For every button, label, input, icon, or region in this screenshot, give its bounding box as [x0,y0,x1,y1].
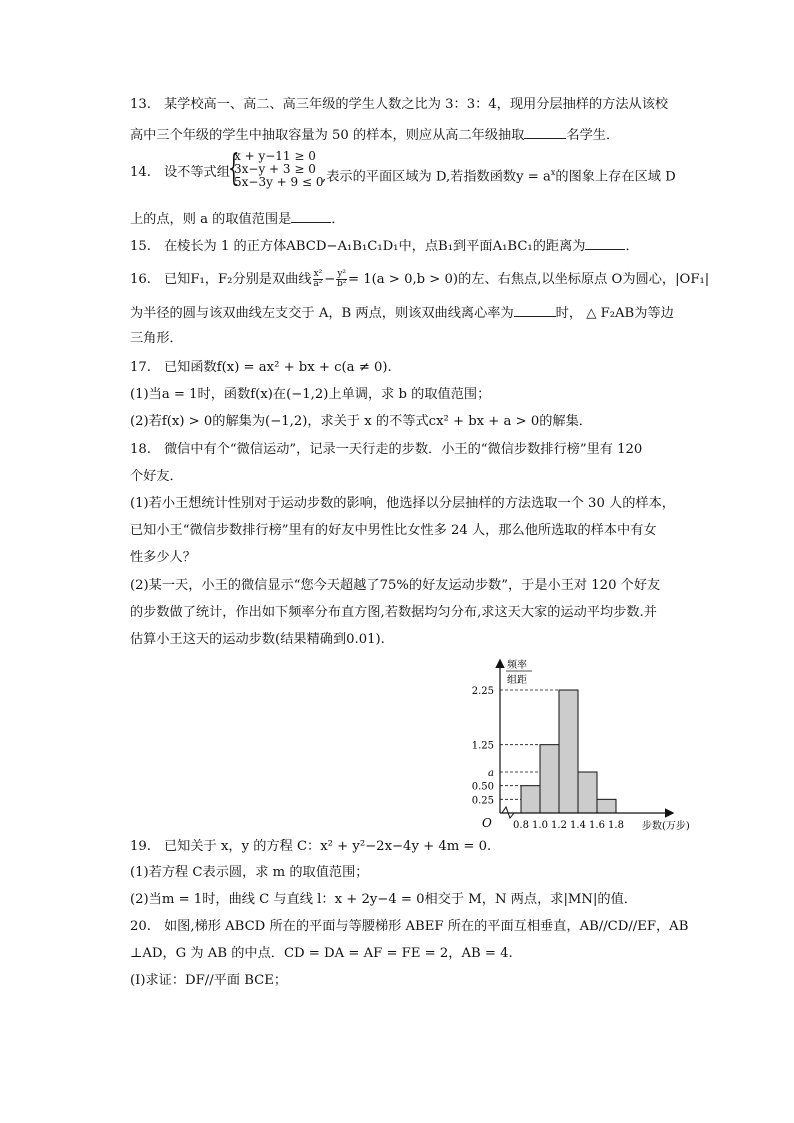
q14-brace: { [228,148,240,189]
y-label-top: 频率 [507,660,527,671]
q18-p1-text-2: 已知小王“微信步数排行榜”里有的好友中男性比女性多 24 人，那么他所选取的样本中有女 [130,523,657,538]
y-tick-label: 0.25 [471,795,494,807]
q14-line2 [130,209,345,229]
q18-p2-text-2: 的步数做了统计，作出如下频率分布直方图,若数据均匀分布,求这天大家的运动平均步数.并 [130,605,657,620]
x-tick-label: 1.2 [551,820,567,831]
q18-p1-text-3: 性多少人？ [130,550,196,565]
q19-part1 [130,864,368,882]
q18-p2-l2 [130,604,657,622]
q20-part1-text: (Ⅰ)求证：DF//平面 BCE； [130,973,288,988]
q16-line1 [130,270,709,289]
q19-number: 19. [130,839,151,854]
q15-number: 15. [130,239,151,254]
y-tick-label: 2.25 [471,686,494,697]
q19-part2-text: (2)当m = 1时，曲线 C 与直线 l：x + 2y−4 = 0相交于 M，N 两点，求|MN|的值． [130,892,637,907]
q14-number: 14. [130,165,151,180]
q20-text-2: ⊥AD，G 为 AB 的中点．CD = DA = AF = FE = 2，AB = 4. [130,946,513,961]
q18-p2-text-3: 估算小王这天的运动步数(结果精确到0.01). [130,632,385,647]
q16-tail: = 1(a > 0,b > 0)的左、右焦点,以坐标原点 O为圆心，|OF₁| [348,272,710,287]
q13-answer-blank[interactable] [524,125,566,139]
q15-answer-blank[interactable] [585,236,625,250]
q14-system [234,150,324,189]
q15-line [130,236,639,256]
histogram-bar [578,772,597,813]
q18-line1 [130,441,642,459]
q14-text-2: 上的点，则 a 的取值范围是 [130,212,292,227]
q20-text: 如图,梯形 ABCD 所在的平面与等腰梯形 ABEF 所在的平面互相垂直，AB//CD//EF，AB [164,919,689,934]
q18-text-2: 个好友． [130,469,183,484]
y-tick-label: a [488,768,494,779]
q17-part1-text: (1)当a = 1时，函数f(x)在(−1,2)上单调，求 b 的取值范围； [130,387,491,402]
histogram-bar [559,690,578,813]
q16-line3 [130,330,183,348]
q16-text-2: 为半径的圆与该双曲线左支交于 A，B 两点，则该双曲线离心率为 [130,306,514,321]
q14-sup: x [550,168,556,177]
q18-p2-text-1: (2)某一天，小王的微信显示“您今天超越了75%的好友运动步数”，于是小王对 120 个好友 [130,578,661,593]
q13-text-2: 高中三个年级的学生中抽取容量为 50 的样本，则应从高二年级抽取 [130,128,525,143]
q14-line1b [322,164,676,186]
q14-line1 [130,164,230,182]
q16-number: 16. [130,272,151,287]
q17-part2 [130,413,592,431]
origin-label: O [482,816,492,830]
q13-text: 某学校高一、高二、高三年级的学生人数之比为 3：3：4，现用分层抽样的方法从该校 [164,97,669,112]
x-tick-label: 1.8 [608,820,624,831]
q17-number: 17. [130,360,151,375]
q16-line2 [130,303,674,323]
q19-text: 已知关于 x，y 的方程 C：x² + y²−2x−4y + 4m = 0. [164,839,492,854]
q15-end: ． [625,239,639,254]
q14-ineq-3: 5x−3y + 9 ≤ 0 [234,175,324,189]
q14-answer-blank[interactable] [291,209,331,223]
q15-text: 在棱长为 1 的正方体ABCD−A₁B₁C₁D₁中，点B₁到平面A₁BC₁的距离为 [164,239,586,254]
q17-line1 [130,359,392,377]
q18-number: 18. [130,442,151,457]
q14-ineq-1: x + y−11 ≥ 0 [234,149,316,163]
q16-answer-blank[interactable] [514,303,556,317]
q16-text-4: 三角形． [130,331,183,346]
y-label-bottom: 组距 [507,675,527,686]
q18-line2 [130,468,183,486]
q20-line2 [130,945,513,963]
q14-text-3: ． [331,212,345,227]
q14-ineq-2: 3x−y + 3 ≥ 0 [234,162,316,176]
histogram-bar [597,799,616,813]
q13-text-3: 名学生． [566,128,620,143]
q18-p2-l1 [130,577,660,595]
q16-frac-1: $\frac{\text{x²}}{\text{a²}}$ [313,269,323,289]
y-tick-label: 1.25 [471,740,494,752]
x-tick-label: 1.4 [570,820,586,831]
q14-lead: 设不等式组 [164,165,230,180]
q19-part2 [130,891,637,909]
q18-p1-l3 [130,549,196,567]
q19-part1-text: (1)若方程 C表示圆，求 m 的取值范围； [130,865,369,880]
q17-part1 [130,386,490,404]
x-tick-label: 0.8 [513,820,529,831]
x-tick-label: 1.6 [589,820,605,831]
q16-frac-2: $\frac{\text{y²}}{\text{b²}}$ [336,269,347,289]
q13-line2 [130,125,619,145]
q13-number: 13. [130,97,151,112]
q20-line1 [130,918,688,936]
q18-p1-l2 [130,522,657,540]
frequency-histogram [450,655,710,835]
histogram-bar [540,745,559,813]
q16-text-3: 时， △ F₂AB为等边 [555,306,674,321]
q18-p2-l3 [130,631,385,649]
histogram-bar [521,786,540,813]
q19-line1 [130,838,491,856]
q18-text: 微信中有个“微信运动”，记录一天行走的步数．小王的“微信步数排行榜”里有 120 [164,442,643,457]
q20-number: 20. [130,919,151,934]
q17-part2-text: (2)若f(x) > 0的解集为(−1,2)，求关于 x 的不等式cx² + bx + a > 0的解集． [130,414,592,429]
q14-tail: 的图象上存在区域 D [555,169,676,185]
y-tick-label: 0.50 [471,781,494,793]
x-axis-label: 步数(万步) [642,821,690,832]
q16-minus: − [324,272,336,287]
q18-p1-l1 [130,495,675,513]
q20-part1 [130,972,287,990]
q13-line1 [130,96,668,114]
x-tick-label: 1.0 [532,820,548,831]
q14-mid: ,表示的平面区域为 D,若指数函数y = a [322,169,551,185]
q18-p1-text-1: (1)若小王想统计性别对于运动步数的影响，他选择以分层抽样的方法选取一个 30 人的样本， [130,496,675,511]
q17-text: 已知函数f(x) = ax² + bx + c(a ≠ 0). [164,360,392,375]
q16-lead: 已知F₁，F₂分别是双曲线 [164,272,312,287]
